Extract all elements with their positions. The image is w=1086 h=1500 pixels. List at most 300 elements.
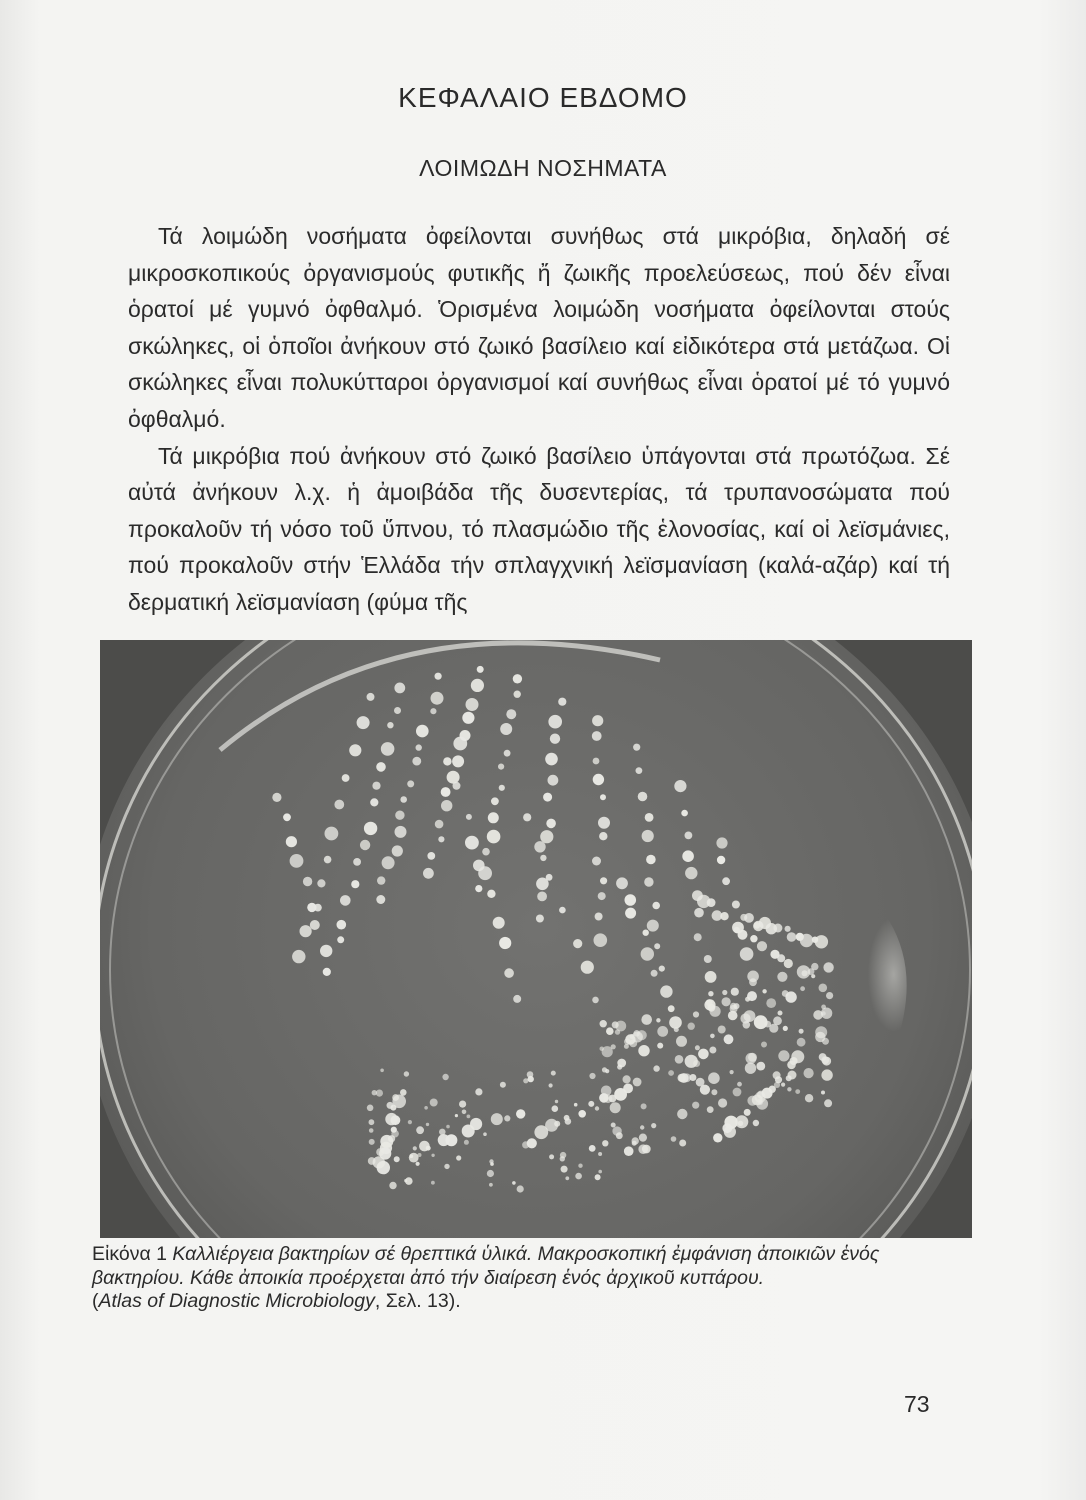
colony	[797, 1038, 806, 1047]
colony	[560, 1156, 565, 1161]
colony	[487, 830, 501, 844]
colony	[516, 1109, 525, 1118]
colony	[360, 840, 370, 850]
colony	[376, 762, 386, 772]
colony	[407, 780, 414, 787]
colony	[718, 1098, 727, 1107]
colony	[588, 1101, 594, 1107]
colony	[639, 1134, 647, 1142]
colony	[548, 775, 559, 786]
colony	[713, 1133, 722, 1142]
colony	[498, 764, 504, 770]
colony	[773, 1071, 781, 1079]
colony	[708, 991, 713, 996]
colony	[416, 1162, 420, 1166]
colony	[606, 1027, 614, 1035]
colony	[444, 1164, 449, 1169]
colony	[565, 1176, 569, 1180]
colony	[357, 716, 370, 729]
colony	[292, 950, 305, 963]
colony	[431, 1154, 434, 1157]
colony	[671, 1136, 677, 1142]
colony	[623, 1075, 631, 1083]
colony	[426, 1146, 431, 1151]
colony	[593, 758, 600, 765]
colony	[435, 820, 444, 829]
colony	[705, 971, 717, 983]
colony	[392, 845, 403, 856]
colony	[605, 1069, 609, 1073]
colony	[595, 913, 603, 921]
colony	[745, 1063, 756, 1074]
colony	[698, 1049, 709, 1060]
colony	[534, 1125, 548, 1139]
colony	[777, 954, 785, 962]
colony	[668, 1070, 674, 1076]
colony	[477, 666, 484, 673]
colony	[391, 1130, 399, 1138]
colony	[784, 959, 793, 968]
colony	[408, 1120, 412, 1124]
colony	[616, 877, 628, 889]
colony	[439, 1129, 446, 1136]
colony	[325, 827, 339, 841]
colony	[610, 1102, 621, 1113]
colony	[633, 1078, 642, 1087]
colony	[646, 855, 656, 865]
colony	[802, 970, 808, 976]
colony	[826, 992, 833, 999]
colony	[638, 1144, 648, 1154]
colony	[549, 1083, 553, 1087]
colony	[600, 877, 607, 884]
colony	[731, 988, 739, 996]
petri-dish-image	[100, 640, 972, 1238]
colony	[749, 978, 757, 986]
paragraph-2: Τά μικρόβια πού ἀνήκουν στό ζωικό βασίλειο ὑπάγονται στά πρωτόζωα. Σέ αὐτά ἀνήκουν λ.χ. ἡ ἀμοιβάδα τῆς δυσεντερίας, τά τρυπανοσώματα πού προκαλοῦν τή νόσο τοῦ ὕπνου, τό πλασμώδιο τῆς ἑλονοσίας, καί οἱ λεϊσμάνιες, πού προκαλοῦν στήν Ἑλλάδα τήν σπλαγχνική λεϊσμανίαση (καλά-αζάρ) καί τή δερματική λεϊσμανίαση (φύμα τῆς	[128, 442, 950, 615]
colony	[708, 1072, 720, 1084]
colony	[334, 800, 344, 810]
colony	[654, 943, 660, 949]
colony	[522, 1141, 529, 1148]
colony	[349, 744, 361, 756]
colony	[303, 877, 312, 886]
colony	[821, 1091, 825, 1095]
colony	[353, 858, 361, 866]
figure-caption-text: Καλλιέργεια βακτηρίων σέ θρεπτικά ὑλικά. Μακροσκοπική ἐμφάνιση ἀποικιῶν ἑνός βακτηρίου. Κάθε ἀποικία προέρχεται ἀπό τήν διαίρεση ἑνός ἀρχικοῦ κυττάρου.	[92, 1243, 880, 1289]
colony	[523, 813, 531, 821]
colony	[578, 1110, 586, 1118]
colony	[462, 1125, 475, 1138]
colony	[595, 1106, 599, 1110]
colony	[636, 767, 643, 774]
colony	[693, 1011, 699, 1017]
colony	[815, 935, 828, 948]
colony	[466, 814, 472, 820]
colony	[657, 1043, 663, 1049]
colony	[612, 1126, 621, 1135]
colony	[657, 1026, 668, 1037]
colony	[722, 1123, 732, 1133]
colony	[400, 796, 407, 803]
colony	[536, 915, 544, 923]
colony	[745, 997, 750, 1002]
bacteria-culture-photo	[100, 640, 972, 1238]
colony	[487, 890, 495, 898]
colony	[389, 1182, 396, 1189]
colony	[681, 810, 688, 817]
colony	[370, 798, 378, 806]
colony	[695, 1045, 700, 1050]
colony	[632, 1141, 637, 1146]
colony	[718, 1026, 726, 1034]
colony	[602, 1140, 608, 1146]
colony	[737, 1082, 742, 1087]
colony	[430, 708, 436, 714]
colony	[651, 970, 658, 977]
colony	[804, 1068, 814, 1078]
colony	[381, 742, 395, 756]
colony	[534, 841, 545, 852]
colony	[540, 830, 553, 843]
colony	[738, 930, 748, 940]
colony	[459, 1101, 466, 1108]
colony	[504, 968, 514, 978]
colony	[632, 1032, 643, 1043]
colony	[317, 879, 325, 887]
colony	[799, 1029, 804, 1034]
colony	[642, 830, 654, 842]
colony	[465, 836, 479, 850]
colony	[499, 785, 505, 791]
colony	[574, 1103, 578, 1107]
colony	[685, 832, 693, 840]
colony	[493, 917, 505, 929]
colony	[290, 854, 304, 868]
colony	[337, 936, 344, 943]
colony	[395, 811, 404, 820]
colony	[676, 1036, 687, 1047]
colony	[800, 934, 813, 947]
colony	[491, 797, 499, 805]
colony	[600, 1020, 607, 1027]
colony	[342, 774, 350, 782]
colony	[652, 902, 660, 910]
chapter-heading: ΚΕΦΑΛΑΙΟ ΕΒΔΟΜΟ	[398, 82, 688, 113]
colony	[372, 782, 380, 790]
colony	[426, 1123, 429, 1126]
colony	[473, 860, 485, 872]
colony	[272, 793, 281, 802]
colony	[310, 920, 320, 930]
colony	[592, 731, 602, 741]
colony	[656, 1018, 660, 1022]
figure-source-title: Atlas of Diagnostic Microbiology	[98, 1290, 375, 1312]
colony	[491, 1113, 503, 1125]
colony	[500, 1082, 506, 1088]
colony	[416, 744, 422, 750]
colony	[598, 1170, 602, 1174]
colony	[307, 903, 316, 912]
colony	[790, 1057, 798, 1065]
colony	[592, 715, 603, 726]
colony	[675, 1055, 684, 1064]
colony	[685, 867, 697, 879]
colony	[369, 1119, 375, 1125]
figure-source	[92, 1290, 952, 1314]
colony	[323, 968, 331, 976]
colony	[514, 691, 521, 698]
colony	[462, 712, 474, 724]
colony	[453, 737, 467, 751]
colony	[688, 1023, 695, 1030]
colony	[424, 1106, 428, 1110]
colony	[709, 1047, 716, 1054]
colony	[625, 894, 637, 906]
colony	[774, 1082, 780, 1088]
colony	[821, 1056, 829, 1064]
colony	[711, 1089, 717, 1095]
colony	[651, 1123, 656, 1128]
colony	[819, 984, 828, 993]
colony	[549, 1154, 554, 1159]
colony	[704, 955, 712, 963]
colony	[369, 1139, 375, 1145]
colony	[592, 997, 599, 1004]
colony	[707, 1106, 714, 1113]
colony	[740, 1013, 750, 1023]
colony	[548, 715, 562, 729]
colony	[540, 855, 546, 861]
colony	[750, 935, 757, 942]
colony	[693, 1060, 700, 1067]
colony	[400, 1089, 407, 1096]
colony	[377, 1161, 390, 1174]
colony	[500, 723, 512, 735]
colony	[394, 683, 405, 694]
colony	[598, 892, 606, 900]
page-number: 73	[904, 1391, 930, 1417]
colony	[615, 1021, 626, 1032]
colony	[504, 1115, 510, 1121]
colony	[589, 1073, 595, 1079]
colony	[778, 1011, 783, 1016]
colony	[617, 1064, 622, 1069]
colony	[499, 937, 511, 949]
colony	[700, 1085, 710, 1095]
colony	[543, 793, 552, 802]
colony	[456, 1155, 461, 1160]
colony	[452, 755, 464, 767]
colony	[602, 1046, 613, 1057]
colony	[800, 986, 805, 991]
colony	[367, 693, 375, 701]
colony	[738, 1121, 743, 1126]
colony	[467, 1115, 471, 1119]
colony	[624, 1044, 629, 1049]
colony	[550, 734, 560, 744]
colony	[438, 1134, 450, 1146]
colony	[716, 837, 727, 848]
colony	[412, 757, 421, 766]
colony	[506, 709, 516, 719]
colony	[679, 1140, 686, 1147]
colony	[527, 1071, 534, 1078]
colony	[788, 1071, 797, 1080]
colony	[785, 926, 791, 932]
colony	[552, 1105, 559, 1112]
figure-source-open: (	[92, 1290, 99, 1312]
colony	[387, 1102, 394, 1109]
colony	[756, 1062, 765, 1071]
colony	[441, 800, 452, 811]
colony	[815, 1032, 825, 1042]
colony	[427, 852, 435, 860]
colony	[744, 913, 754, 923]
colony	[694, 933, 702, 941]
colony	[769, 1024, 778, 1033]
colony	[418, 1153, 422, 1157]
colony	[633, 744, 640, 751]
colony	[376, 1148, 384, 1156]
colony	[748, 1053, 757, 1062]
colony	[372, 1090, 377, 1095]
colony	[512, 1181, 516, 1185]
colony	[559, 907, 566, 914]
colony	[601, 1086, 612, 1097]
colony	[573, 939, 582, 948]
colony	[653, 1065, 659, 1071]
colony	[380, 1069, 384, 1073]
colony	[641, 1014, 652, 1025]
colony	[593, 774, 604, 785]
colony	[513, 995, 521, 1003]
colony	[537, 892, 547, 902]
colony	[546, 874, 553, 881]
colony	[595, 1174, 601, 1180]
colony	[674, 1027, 679, 1032]
colony	[387, 722, 393, 728]
colony	[368, 1157, 376, 1165]
colony	[471, 679, 484, 692]
colony	[747, 1096, 757, 1106]
colony	[644, 877, 653, 886]
colony	[575, 1173, 582, 1180]
colony	[761, 1042, 767, 1048]
colony	[564, 1115, 570, 1121]
colony	[821, 1069, 832, 1080]
colony	[717, 856, 725, 864]
colony	[730, 1003, 737, 1010]
colony	[778, 1050, 789, 1061]
figure-label: Εἰκόνα 1	[92, 1243, 167, 1265]
colony	[551, 1071, 556, 1076]
colony	[475, 1088, 482, 1095]
colony	[545, 753, 558, 766]
colony	[447, 771, 460, 784]
colony	[821, 1011, 825, 1015]
colony	[367, 1105, 374, 1112]
colony	[707, 898, 716, 907]
colony	[594, 933, 608, 947]
colony	[710, 1034, 715, 1039]
colony	[674, 780, 686, 792]
colony	[555, 1100, 558, 1103]
colony	[455, 1114, 458, 1117]
colony	[730, 1070, 734, 1074]
colony	[722, 990, 727, 995]
colony	[824, 1099, 832, 1107]
colony	[762, 989, 766, 993]
colony	[733, 1088, 742, 1097]
colony	[382, 856, 395, 869]
colony	[787, 932, 797, 942]
colony	[641, 947, 654, 960]
colony	[351, 880, 359, 888]
colony	[423, 868, 434, 879]
colony	[682, 850, 694, 862]
colony	[395, 826, 407, 838]
colony	[442, 1074, 448, 1080]
colony	[598, 1152, 602, 1156]
colony	[416, 725, 429, 738]
colony	[757, 941, 767, 951]
colony	[777, 972, 787, 982]
colony	[766, 998, 776, 1008]
paragraph-1: Τά λοιμώδη νοσήματα ὀφείλονται συνήθως στά μικρόβια, δηλαδή σέ μικροσκοπικούς ὀργανισμούς φυτικῆς ἤ ζωικῆς προελεύσεως, πού δέν εἶναι ὁρατοί μέ γυμνό ὀφθαλμό. Ὁρισμένα λοιμώδη νοσήματα ὀφείλονται στούς σκώληκες, οἱ ὁποῖοι ἀνήκουν στό ζωικό βασίλειο καί εἰδικότερα στά μετάζωα. Οἱ σκώληκες εἶναι πολυκύτταροι ὀργανισμοί καί συνήθως εἶναι ὁρατοί μέ τό γυμνό ὀφθαλμό.	[128, 223, 950, 432]
colony	[722, 997, 731, 1006]
colony	[641, 1103, 647, 1109]
colony	[624, 1146, 634, 1156]
section-heading: ΛΟΙΜΩΔΗ ΝΟΣΗΜΑΤΑ	[419, 155, 667, 181]
colony	[416, 1126, 424, 1134]
colony	[483, 1132, 487, 1136]
colony	[364, 822, 377, 835]
colony	[340, 895, 351, 906]
colony	[377, 876, 385, 884]
colony	[659, 966, 665, 972]
colony	[805, 1094, 813, 1102]
colony	[558, 698, 566, 706]
colony	[376, 895, 385, 904]
figure-source-rest: , Σελ. 13).	[374, 1290, 461, 1312]
colony	[443, 757, 451, 765]
colony	[669, 1016, 682, 1029]
colony	[611, 1123, 616, 1128]
colony	[561, 1166, 568, 1173]
colony	[808, 968, 815, 975]
colony	[694, 908, 704, 918]
colony	[638, 1045, 649, 1056]
colony	[517, 1185, 524, 1192]
colony	[441, 787, 451, 797]
colony	[300, 925, 312, 937]
colony	[466, 698, 479, 711]
colony	[413, 1146, 417, 1150]
colony	[581, 961, 594, 974]
colony	[823, 962, 833, 972]
colony	[369, 1128, 374, 1133]
colony	[704, 999, 715, 1010]
colony	[625, 908, 636, 919]
colony	[668, 1005, 675, 1012]
colony	[487, 1170, 494, 1177]
colony	[740, 947, 754, 961]
colony	[394, 707, 401, 714]
colony	[475, 885, 482, 892]
colony	[430, 1099, 438, 1107]
colony	[645, 813, 654, 822]
